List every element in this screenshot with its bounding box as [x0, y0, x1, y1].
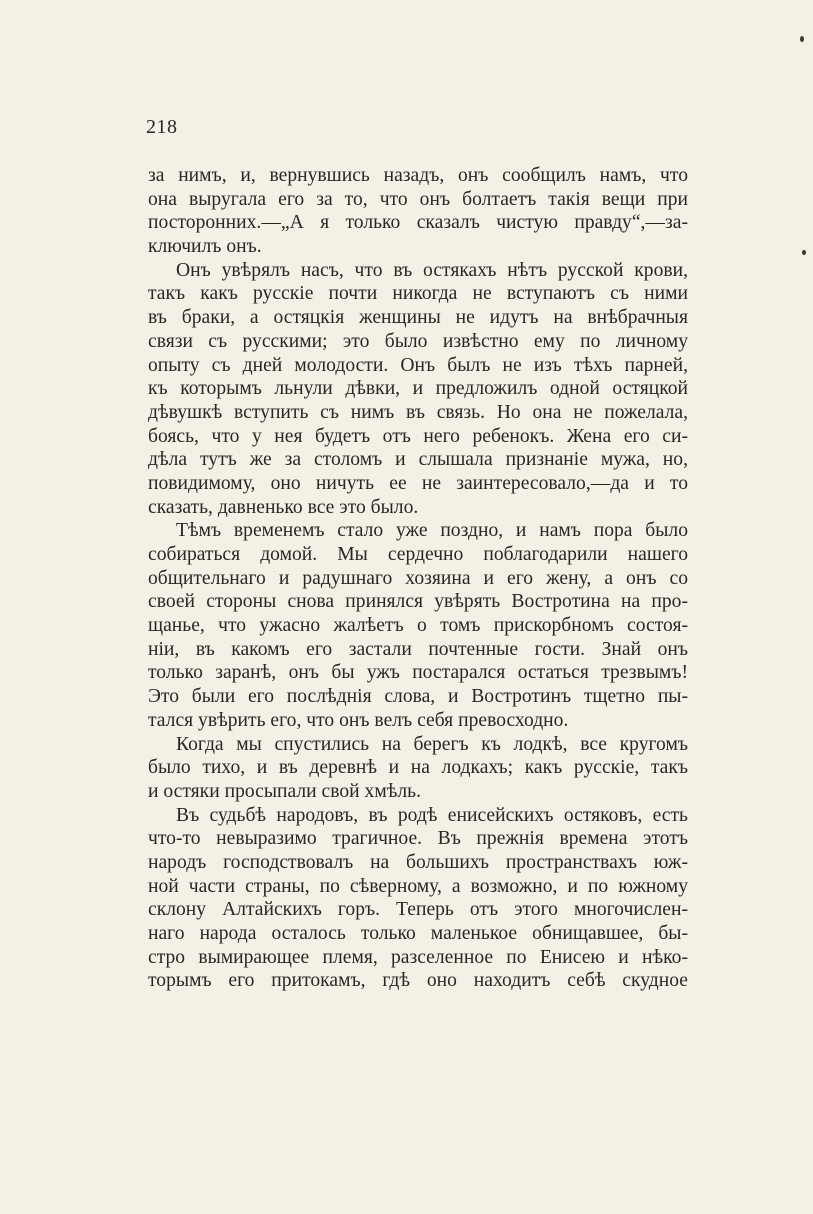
text-line: такъ какъ русскіе почти никогда не вступаютъ съ ними	[148, 283, 688, 305]
text-line: посторонних.—„А я только сказалъ чистую правду“,—за-	[148, 212, 688, 234]
text-line: своей стороны снова принялся увѣрять Востротина на про-	[148, 591, 688, 613]
text-line: только заранѣ, онъ бы ужъ постарался остаться трезвымъ!	[148, 662, 688, 684]
scan-speck	[800, 36, 804, 42]
page-number: 218	[146, 116, 178, 138]
text-line: Въ судьбѣ народовъ, въ родѣ енисейскихъ остяковъ, есть	[176, 804, 688, 826]
text-line: къ которымъ льнули дѣвки, и предложилъ одной остяцкой	[148, 378, 688, 400]
text-line: Тѣмъ временемъ стало уже поздно, и намъ пора было	[176, 520, 688, 542]
text-line: ной части страны, по сѣверному, а возможно, и по южному	[148, 875, 688, 897]
text-line: ключилъ онъ.	[148, 236, 262, 258]
text-line: дѣвушкѣ вступить съ нимъ въ связь. Но она не пожелала,	[148, 401, 688, 423]
text-line: Это были его послѣднія слова, и Востротинъ тщетно пы-	[148, 686, 688, 708]
text-line: и остяки просыпали свой хмѣль.	[148, 780, 421, 802]
text-line: боясь, что у нея будетъ отъ него ребенокъ. Жена его си-	[148, 425, 688, 447]
text-line: Когда мы спустились на берегъ къ лодкѣ, все кругомъ	[176, 733, 688, 755]
text-line: ніи, въ какомъ его застали почтенные гости. Знай онъ	[148, 638, 688, 660]
text-line: тался увѣрить его, что онъ велъ себя превосходно.	[148, 709, 569, 731]
text-line: щанье, что ужасно жалѣетъ о томъ прискорбномъ состоя-	[148, 615, 688, 637]
text-line: склону Алтайскихъ горъ. Теперь отъ этого многочислен-	[148, 899, 688, 921]
text-line: дѣла тутъ же за столомъ и слышала признаніе мужа, но,	[148, 449, 688, 471]
text-line: Онъ увѣрялъ насъ, что въ остякахъ нѣтъ русской крови,	[176, 259, 688, 281]
text-line: повидимому, оно ничуть ее не заинтересовало,—да и то	[148, 472, 688, 494]
text-line: опыту съ дней молодости. Онъ былъ не изъ тѣхъ парней,	[148, 354, 688, 376]
text-line: стро вымирающее племя, разселенное по Енисею и нѣко-	[148, 946, 688, 968]
text-line: народъ господствовалъ на большихъ пространствахъ юж-	[148, 851, 688, 873]
body-text	[148, 164, 688, 993]
scan-speck	[802, 250, 806, 255]
text-line: она выругала его за то, что онъ болтаетъ такія вещи при	[148, 188, 688, 210]
text-line: сказать, давненько все это было.	[148, 496, 419, 518]
text-line: общительнаго и радушнаго хозяина и его жену, а онъ со	[148, 567, 688, 589]
text-line: связи съ русскими; это было извѣстно ему по личному	[148, 330, 688, 352]
text-line: было тихо, и въ деревнѣ и на лодкахъ; какъ русскіе, такъ	[148, 757, 688, 779]
text-line: торымъ его притокамъ, гдѣ оно находитъ себѣ скудное	[148, 970, 688, 992]
text-line: наго народа осталось только маленькое обнищавшее, бы-	[148, 923, 688, 944]
text-line: въ браки, а остяцкія женщины не идутъ на внѣбрачныя	[148, 307, 688, 329]
text-line: собираться домой. Мы сердечно поблагодарили нашего	[148, 544, 688, 565]
text-line: что-то невыразимо трагичное. Въ прежнія времена этотъ	[148, 828, 688, 850]
text-line: за нимъ, и, вернувшись назадъ, онъ сообщилъ намъ, что	[148, 165, 688, 186]
